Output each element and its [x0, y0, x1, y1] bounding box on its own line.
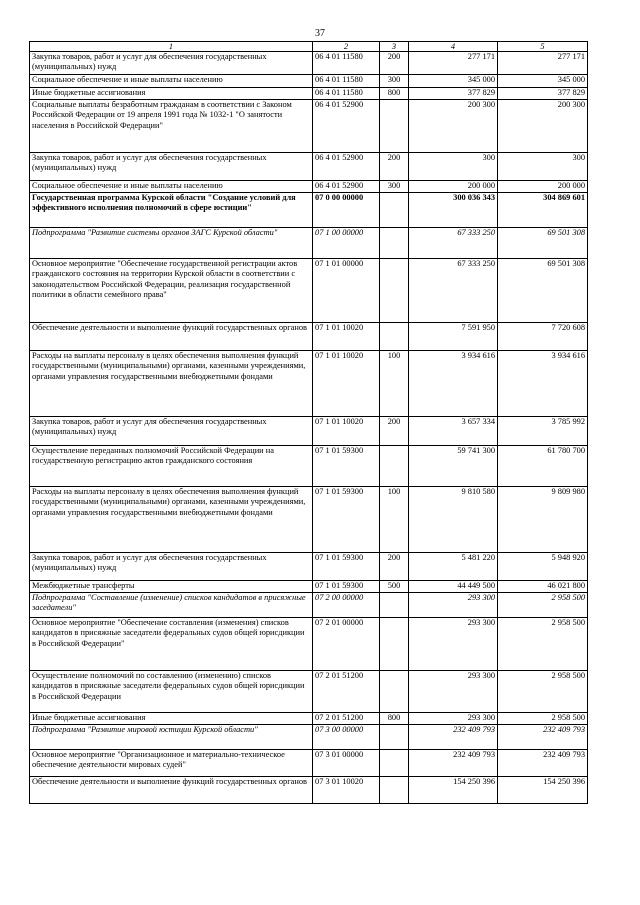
row-code-cell: 07 3 01 10020 — [313, 777, 380, 804]
row-name-cell: Закупка товаров, работ и услуг для обеспечения государственных (муниципальных) нужд — [30, 417, 313, 446]
row-type-cell — [380, 618, 409, 671]
row-amount-year1-cell: 300 — [409, 153, 498, 181]
row-amount-year2-cell: 232 409 793 — [498, 750, 588, 777]
row-amount-year2-cell: 200 300 — [498, 100, 588, 153]
table-row — [30, 75, 588, 88]
table-row — [30, 725, 588, 750]
row-amount-year1-cell: 9 810 580 — [409, 487, 498, 553]
row-type-cell: 100 — [380, 351, 409, 417]
page-number: 37 — [315, 28, 325, 39]
row-amount-year1-cell: 67 333 250 — [409, 259, 498, 323]
row-name-cell: Основное мероприятие "Обеспечение государственной регистрации актов гражданского состояния на территории Курской области в соответствии с законодательством Российской Федерации, реализация государственной политики в области семейного права" — [30, 259, 313, 323]
row-code-cell: 07 0 00 00000 — [313, 193, 380, 228]
row-code-cell: 07 1 01 10020 — [313, 417, 380, 446]
table-row — [30, 181, 588, 193]
row-code-cell: 07 1 01 00000 — [313, 259, 380, 323]
row-code-cell: 06 4 01 11580 — [313, 52, 380, 75]
row-amount-year1-cell: 377 829 — [409, 88, 498, 100]
row-code-cell: 07 2 01 00000 — [313, 618, 380, 671]
table-row — [30, 88, 588, 100]
row-type-cell: 300 — [380, 75, 409, 88]
column-header-5: 5 — [498, 42, 588, 52]
row-name-cell: Основное мероприятие "Организационное и материально-техническое обеспечение деятельности мировых судей" — [30, 750, 313, 777]
table-row — [30, 593, 588, 618]
row-amount-year2-cell: 377 829 — [498, 88, 588, 100]
table-row — [30, 351, 588, 417]
row-type-cell — [380, 725, 409, 750]
table-row — [30, 713, 588, 725]
table-row — [30, 153, 588, 181]
row-amount-year2-cell: 2 958 500 — [498, 593, 588, 618]
row-type-cell — [380, 228, 409, 259]
row-amount-year1-cell: 200 000 — [409, 181, 498, 193]
row-type-cell — [380, 671, 409, 713]
row-name-cell: Расходы на выплаты персоналу в целях обеспечения выполнения функций государственными (муниципальными) органами, казенными учреждениями, органами управления государственными внебюджетными фондами — [30, 351, 313, 417]
row-type-cell — [380, 323, 409, 351]
row-name-cell: Государственная программа Курской области "Создание условий для эффективного исполнения полномочий в сфере юстиции" — [30, 193, 313, 228]
row-amount-year1-cell: 154 250 396 — [409, 777, 498, 804]
row-type-cell — [380, 750, 409, 777]
row-amount-year2-cell: 7 720 608 — [498, 323, 588, 351]
table-row — [30, 446, 588, 487]
row-amount-year2-cell: 69 501 308 — [498, 259, 588, 323]
row-amount-year1-cell: 5 481 220 — [409, 553, 498, 581]
row-amount-year2-cell: 277 171 — [498, 52, 588, 75]
row-amount-year1-cell: 293 300 — [409, 593, 498, 618]
row-amount-year2-cell: 304 869 601 — [498, 193, 588, 228]
row-amount-year1-cell: 200 300 — [409, 100, 498, 153]
row-amount-year1-cell: 44 449 500 — [409, 581, 498, 593]
row-type-cell: 800 — [380, 713, 409, 725]
table-row — [30, 323, 588, 351]
row-amount-year2-cell: 9 809 980 — [498, 487, 588, 553]
row-name-cell: Социальные выплаты безработным гражданам в соответствии с Законом Российской Федерации от 19 апреля 1991 года № 1032-1 "О занятости населения в Российской Федерации" — [30, 100, 313, 153]
table-row — [30, 671, 588, 713]
row-name-cell: Подпрограмма "Развитие мировой юстиции Курской области" — [30, 725, 313, 750]
row-code-cell: 07 1 01 59300 — [313, 553, 380, 581]
row-name-cell: Закупка товаров, работ и услуг для обеспечения государственных (муниципальных) нужд — [30, 153, 313, 181]
row-name-cell: Обеспечение деятельности и выполнение функций государственных органов — [30, 323, 313, 351]
table-row — [30, 100, 588, 153]
row-amount-year1-cell: 293 300 — [409, 713, 498, 725]
row-amount-year2-cell: 69 501 308 — [498, 228, 588, 259]
row-name-cell: Осуществление полномочий по составлению (изменению) списков кандидатов в присяжные заседатели федеральных судов общей юрисдикции в Российской Федерации — [30, 671, 313, 713]
row-name-cell: Социальное обеспечение и иные выплаты населению — [30, 75, 313, 88]
row-amount-year1-cell: 7 591 950 — [409, 323, 498, 351]
row-amount-year2-cell: 200 000 — [498, 181, 588, 193]
table-row — [30, 259, 588, 323]
row-name-cell: Иные бюджетные ассигнования — [30, 713, 313, 725]
row-amount-year2-cell: 3 785 992 — [498, 417, 588, 446]
row-code-cell: 07 1 01 59300 — [313, 581, 380, 593]
row-code-cell: 07 1 01 59300 — [313, 446, 380, 487]
row-type-cell: 200 — [380, 52, 409, 75]
table-row — [30, 618, 588, 671]
row-amount-year1-cell: 277 171 — [409, 52, 498, 75]
row-amount-year1-cell: 59 741 300 — [409, 446, 498, 487]
row-amount-year1-cell: 3 934 616 — [409, 351, 498, 417]
row-amount-year1-cell: 232 409 793 — [409, 750, 498, 777]
row-amount-year2-cell: 3 934 616 — [498, 351, 588, 417]
table-row — [30, 777, 588, 804]
row-amount-year1-cell: 232 409 793 — [409, 725, 498, 750]
row-code-cell: 06 4 01 52900 — [313, 153, 380, 181]
table-row — [30, 193, 588, 228]
row-code-cell: 06 4 01 11580 — [313, 75, 380, 88]
row-type-cell — [380, 446, 409, 487]
row-name-cell: Подпрограмма "Развитие системы органов ЗАГС Курской области" — [30, 228, 313, 259]
row-type-cell — [380, 259, 409, 323]
row-amount-year2-cell: 2 958 500 — [498, 618, 588, 671]
row-amount-year2-cell: 300 — [498, 153, 588, 181]
row-code-cell: 07 3 00 00000 — [313, 725, 380, 750]
row-code-cell: 07 1 01 10020 — [313, 351, 380, 417]
row-type-cell: 200 — [380, 417, 409, 446]
row-name-cell: Закупка товаров, работ и услуг для обеспечения государственных (муниципальных) нужд — [30, 553, 313, 581]
table-row — [30, 750, 588, 777]
table-row — [30, 487, 588, 553]
row-type-cell — [380, 593, 409, 618]
row-type-cell — [380, 100, 409, 153]
row-code-cell: 07 2 00 00000 — [313, 593, 380, 618]
row-type-cell: 200 — [380, 153, 409, 181]
column-header-1: 1 — [30, 42, 313, 52]
row-name-cell: Основное мероприятие "Обеспечение составления (изменения) списков кандидатов в присяжные заседатели федеральных судов общей юрисдикции в Российской Федерации" — [30, 618, 313, 671]
row-type-cell: 200 — [380, 553, 409, 581]
row-code-cell: 07 2 01 51200 — [313, 671, 380, 713]
row-amount-year2-cell: 232 409 793 — [498, 725, 588, 750]
row-type-cell: 300 — [380, 181, 409, 193]
table-row — [30, 228, 588, 259]
row-name-cell: Закупка товаров, работ и услуг для обеспечения государственных (муниципальных) нужд — [30, 52, 313, 75]
row-code-cell: 07 1 01 59300 — [313, 487, 380, 553]
row-amount-year1-cell: 67 333 250 — [409, 228, 498, 259]
row-amount-year2-cell: 345 000 — [498, 75, 588, 88]
row-amount-year1-cell: 293 300 — [409, 671, 498, 713]
row-amount-year2-cell: 5 948 920 — [498, 553, 588, 581]
table-row — [30, 553, 588, 581]
row-type-cell: 800 — [380, 88, 409, 100]
row-amount-year2-cell: 46 021 800 — [498, 581, 588, 593]
row-amount-year2-cell: 154 250 396 — [498, 777, 588, 804]
column-header-2: 2 — [313, 42, 380, 52]
row-code-cell: 06 4 01 11580 — [313, 88, 380, 100]
row-type-cell — [380, 777, 409, 804]
row-name-cell: Обеспечение деятельности и выполнение функций государственных органов — [30, 777, 313, 804]
row-amount-year1-cell: 300 036 343 — [409, 193, 498, 228]
row-amount-year2-cell: 2 958 500 — [498, 671, 588, 713]
column-number-row — [30, 42, 588, 52]
table-row — [30, 581, 588, 593]
row-code-cell: 07 1 01 10020 — [313, 323, 380, 351]
row-code-cell: 07 1 00 00000 — [313, 228, 380, 259]
row-amount-year1-cell: 293 300 — [409, 618, 498, 671]
row-amount-year1-cell: 3 657 334 — [409, 417, 498, 446]
row-code-cell: 07 2 01 51200 — [313, 713, 380, 725]
row-type-cell: 100 — [380, 487, 409, 553]
row-type-cell: 500 — [380, 581, 409, 593]
row-amount-year2-cell: 61 780 700 — [498, 446, 588, 487]
row-code-cell: 07 3 01 00000 — [313, 750, 380, 777]
row-amount-year2-cell: 2 958 500 — [498, 713, 588, 725]
budget-table — [29, 41, 588, 804]
row-code-cell: 06 4 01 52900 — [313, 100, 380, 153]
row-name-cell: Межбюджетные трансферты — [30, 581, 313, 593]
table-row — [30, 417, 588, 446]
table-row — [30, 52, 588, 75]
row-type-cell — [380, 193, 409, 228]
row-name-cell: Осуществление переданных полномочий Российской Федерации на государственную регистрацию актов гражданского состояния — [30, 446, 313, 487]
column-header-3: 3 — [380, 42, 409, 52]
row-name-cell: Расходы на выплаты персоналу в целях обеспечения выполнения функций государственными (муниципальными) органами, казенными учреждениями, органами управления государственными внебюджетными фондами — [30, 487, 313, 553]
row-amount-year1-cell: 345 000 — [409, 75, 498, 88]
row-code-cell: 06 4 01 52900 — [313, 181, 380, 193]
row-name-cell: Социальное обеспечение и иные выплаты населению — [30, 181, 313, 193]
column-header-4: 4 — [409, 42, 498, 52]
row-name-cell: Подпрограмма "Составление (изменение) списков кандидатов в присяжные заседатели" — [30, 593, 313, 618]
row-name-cell: Иные бюджетные ассигнования — [30, 88, 313, 100]
